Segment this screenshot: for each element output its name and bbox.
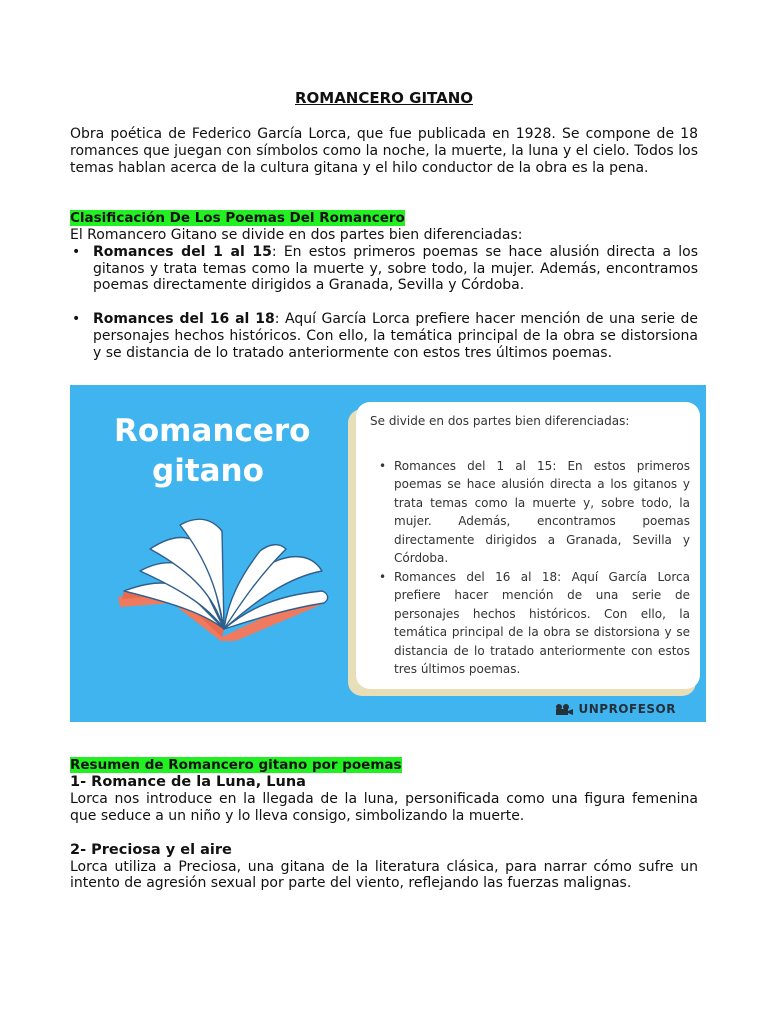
poem-summary: Lorca nos introduce en la llegada de la luna, personificada como una figura femenina que seduce a un niño y lo lleva consigo, simbolizando la muerte. (70, 791, 698, 824)
summary-heading: Resumen de Romancero gitano por poemas (70, 757, 402, 773)
poem-title: 1- Romance de la Luna, Luna (70, 774, 306, 790)
classification-subtitle: El Romancero Gitano se divide en dos partes bien diferenciadas: (70, 227, 523, 243)
banner-title-line1: Romancero (114, 413, 311, 449)
poem-summary: Lorca utiliza a Preciosa, una gitana de la literatura clásica, para narrar cómo sufre un intento de agresión sexual por parte del viento, reflejando las fuerzas malignas. (70, 858, 698, 892)
unprofesor-logo (554, 702, 676, 716)
summary-card (356, 402, 700, 689)
classification-heading: Clasificación De Los Poemas Del Romancero (70, 210, 405, 226)
banner-title-line2: gitano (152, 453, 264, 489)
list-item: • Romances del 16 al 18: Aquí García Lorca prefiere hacer mención de una serie de personajes hechos históricos. Con ello, la temática principal de la obra se distorsiona y se distancia de lo tratado anteriormente con estos tres últimos poemas. (370, 568, 690, 679)
list-item-label: Romances del 1 al 15 (93, 243, 272, 260)
list-item: • Romances del 1 al 15: En estos primeros poemas se hace alusión directa a los gitanos y trata temas como la muerte y, sobre todo, la mujer. Además, encontramos poemas directamente dirigidos a Granada, Sevilla y Córdoba. (370, 457, 690, 568)
camera-icon (554, 703, 574, 716)
classification-list (70, 244, 698, 362)
page-title: ROMANCERO GITANO (294, 89, 474, 107)
romancero-banner-image (70, 385, 706, 722)
list-item-text: : En estos primeros poemas se hace alusión directa a los gitanos y trata temas como la muerte y, sobre todo, la mujer. Además, encontramos poemas directamente dirigidos a Granada, Sevilla y Córdoba. (93, 243, 698, 294)
list-item-text: : Aquí García Lorca prefiere hacer mención de una serie de personajes hechos históricos. Con ello, la temática principal de la obra se distorsiona y se distancia de lo tratado anteriormente con estos tres últimos poemas. (93, 311, 698, 361)
list-item (70, 311, 698, 361)
banner-title (114, 411, 310, 491)
list-item (70, 244, 698, 294)
classification-section (70, 208, 698, 362)
card-list (370, 457, 690, 679)
open-book-icon (110, 511, 360, 641)
poem-title: 2- Preciosa y el aire (70, 841, 232, 858)
intro-paragraph: Obra poética de Federico García Lorca, que fue publicada en 1928. Se compone de 18 romances que juegan con símbolos como la noche, la muerte, la luna y el cielo. Todos los temas hablan acerca de la cultura gitana y el hilo conductor de la obra es la pena. (70, 126, 698, 176)
list-item-label: Romances del 16 al 18 (93, 311, 275, 328)
summary-section (70, 755, 698, 892)
logo-text: UNPROFESOR (578, 702, 676, 716)
card-intro: Se divide en dos partes bien diferenciadas: (370, 414, 630, 428)
